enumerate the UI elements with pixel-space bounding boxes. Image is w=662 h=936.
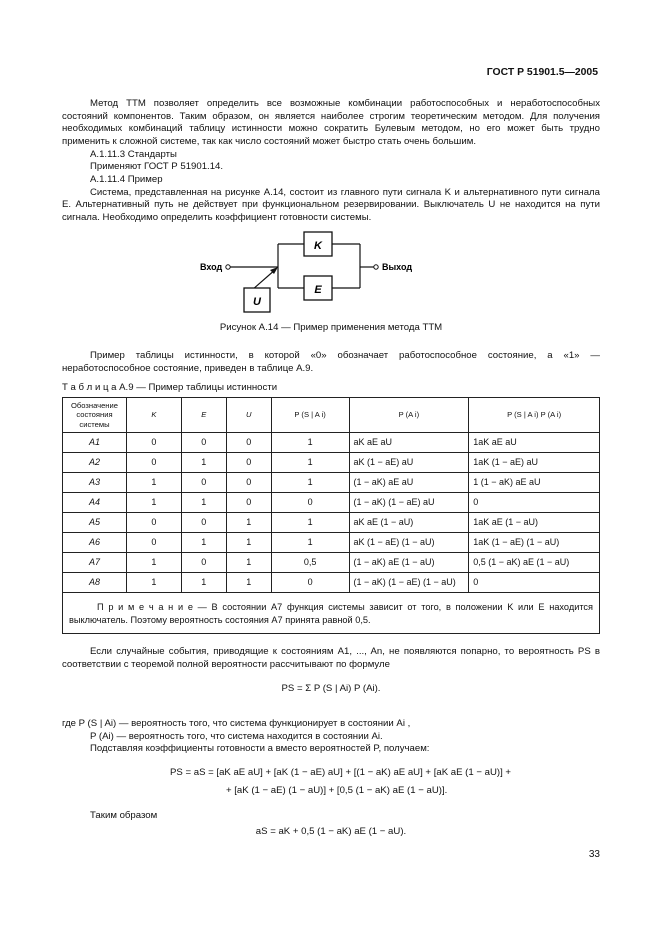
table-note-row	[63, 593, 600, 634]
table-cell: 1aK aE aU	[469, 433, 600, 453]
subsection-heading: А.1.11.3 Стандарты	[90, 148, 177, 160]
table-row	[63, 513, 600, 533]
table-cell: 1aK (1 − aE) (1 − aU)	[469, 533, 600, 553]
table-cell: 0	[226, 493, 271, 513]
table-note: П р и м е ч а н и е — В состоянии A7 функция системы зависит от того, в положении K или E находится выключатель. Поэтому вероятность состояния A7 принята равной 0,5.	[63, 593, 600, 634]
table-title: Т а б л и ц а А.9 — Пример таблицы истинности	[62, 382, 278, 393]
table-cell: 1	[126, 493, 181, 513]
table-cell: (1 − aK) (1 − aE) aU	[349, 493, 469, 513]
block-k-label: K	[314, 240, 322, 252]
table-row	[63, 473, 600, 493]
table-cell: (1 − aK) aE aU	[349, 473, 469, 493]
table-cell: 1	[271, 533, 349, 553]
table-row	[63, 553, 600, 573]
table-cell: 1	[226, 533, 271, 553]
table-cell: 0	[226, 433, 271, 453]
block-e-label: E	[314, 284, 322, 296]
formula-line-1: PS = aS = [aK aE aU] + [aK (1 − aE) aU] + [(1 − aK) aE aU] + [aK aE (1 − aU)] +	[170, 767, 512, 778]
state-cell: A2	[63, 453, 127, 473]
table-cell: 0	[126, 533, 181, 553]
table-cell: 0	[271, 493, 349, 513]
table-cell: 1 (1 − aK) aE aU	[469, 473, 600, 493]
table-cell: 1	[126, 553, 181, 573]
page-number: 33	[588, 849, 600, 860]
table-cell: 0	[181, 433, 226, 453]
table-cell: 1	[226, 573, 271, 593]
paragraph: Применяют ГОСТ Р 51901.14.	[90, 161, 224, 173]
table-row	[63, 453, 600, 473]
paragraph: Если случайные события, приводящие к состояниям A1, ..., An, не появляются попарно, то вероятность PS в соответствии с теоремой полной вероятности рассчитывают по формуле	[62, 646, 600, 670]
system-diagram	[190, 224, 430, 318]
table-row	[63, 533, 600, 553]
state-cell: A6	[63, 533, 127, 553]
table-row	[63, 433, 600, 453]
paragraph: Таким образом	[90, 810, 158, 821]
column-header: P (S | A i) P (A i)	[469, 398, 600, 433]
state-cell: A3	[63, 473, 127, 493]
table-cell: 1	[181, 493, 226, 513]
state-cell: A4	[63, 493, 127, 513]
figure-caption: Рисунок А.14 — Пример применения метода ТТМ	[219, 322, 443, 333]
paragraph: Метод ТТМ позволяет определить все возможные комбинации работоспособных и неработоспособных состояний компонентов. Таким образом, он является наиболее строгим теоретическим методом. Для получения необходимых комбинаций таблицу истинности можно сократить Булевым методом, но его может быть трудно применить к сложной системе, так как число состояний может быстро стать очень большим.	[62, 98, 600, 147]
table-cell: 0	[226, 473, 271, 493]
table-cell: 1aK aE (1 − aU)	[469, 513, 600, 533]
table-cell: 0	[271, 573, 349, 593]
state-cell: A8	[63, 573, 127, 593]
table-cell: 1	[226, 513, 271, 533]
input-label: Вход	[200, 262, 223, 272]
column-header: P (A i)	[349, 398, 469, 433]
table-header-row	[63, 398, 600, 433]
definition: где P (S | Ai) — вероятность того, что система функционирует в состоянии Ai ,	[62, 718, 411, 729]
table-cell: 1	[181, 533, 226, 553]
table-cell: 1	[271, 433, 349, 453]
after-table	[62, 646, 600, 671]
table-cell: 1	[271, 473, 349, 493]
table-cell: aK aE aU	[349, 433, 469, 453]
table-intro	[62, 350, 600, 375]
table-cell: 0	[181, 513, 226, 533]
table-cell: 0	[126, 453, 181, 473]
table-cell: 0	[181, 473, 226, 493]
subsection-heading: А.1.11.4 Пример	[90, 173, 163, 185]
truth-table	[62, 397, 600, 634]
formula-line-2: + [aK (1 − aE) (1 − aU)] + [0,5 (1 − aK) aE (1 − aU)].	[226, 785, 448, 796]
intro-section	[62, 98, 600, 225]
table-cell: 1	[271, 453, 349, 473]
table-cell: 1	[181, 573, 226, 593]
table-cell: 1	[271, 513, 349, 533]
table-row	[63, 493, 600, 513]
state-cell: A7	[63, 553, 127, 573]
table-cell: 0,5	[271, 553, 349, 573]
column-header: K	[126, 398, 181, 433]
formula-result: aS = aK + 0,5 (1 − aK) aE (1 − aU).	[255, 826, 407, 837]
table-cell: 0	[126, 513, 181, 533]
column-header: E	[181, 398, 226, 433]
document-header: ГОСТ Р 51901.5—2005	[486, 67, 598, 78]
output-node	[374, 265, 378, 269]
table-cell: 1aK (1 − aE) aU	[469, 453, 600, 473]
table-row	[63, 573, 600, 593]
table-cell: 1	[181, 453, 226, 473]
column-header: U	[226, 398, 271, 433]
table-cell: 1	[226, 553, 271, 573]
input-node	[226, 265, 230, 269]
table-cell: aK (1 − aE) aU	[349, 453, 469, 473]
paragraph: Пример таблицы истинности, в которой «0» обозначает работоспособное состояние, а «1» — неработоспособное состояние, приведен в таблице А.9.	[62, 350, 600, 374]
table-cell: 0	[126, 433, 181, 453]
definition: P (Ai) — вероятность того, что система находится в состоянии Ai.	[90, 730, 383, 742]
paragraph: Система, представленная на рисунке А.14, состоит из главного пути сигнала K и альтернативного пути сигнала E. Альтернативный путь не действует при функциональном резервировании. Выключатель U не находится на пути сигнала. Необходимо определить коэффициент готовности системы.	[62, 186, 600, 223]
table-cell: 0	[226, 453, 271, 473]
table-cell: 1	[126, 573, 181, 593]
table-cell: (1 − aK) aE (1 − aU)	[349, 553, 469, 573]
table-cell: aK (1 − aE) (1 − aU)	[349, 533, 469, 553]
state-cell: A1	[63, 433, 127, 453]
block-u-label: U	[253, 296, 261, 308]
table-cell: 0,5 (1 − aK) aE (1 − aU)	[469, 553, 600, 573]
paragraph: Подставляя коэффициенты готовности a вместо вероятностей P, получаем:	[90, 743, 430, 755]
output-label: Выход	[382, 262, 413, 272]
state-cell: A5	[63, 513, 127, 533]
column-header: P (S | A i)	[271, 398, 349, 433]
table-cell: (1 − aK) (1 − aE) (1 − aU)	[349, 573, 469, 593]
column-header: Обозначение состояния системы	[63, 398, 127, 433]
table-cell: 0	[469, 493, 600, 513]
table-cell: aK aE (1 − aU)	[349, 513, 469, 533]
table-cell: 0	[181, 553, 226, 573]
table-cell: 0	[469, 573, 600, 593]
formula-total-probability: PS = Σ P (S | Ai) P (Ai).	[281, 683, 381, 694]
definitions	[62, 718, 600, 756]
table-cell: 1	[126, 473, 181, 493]
